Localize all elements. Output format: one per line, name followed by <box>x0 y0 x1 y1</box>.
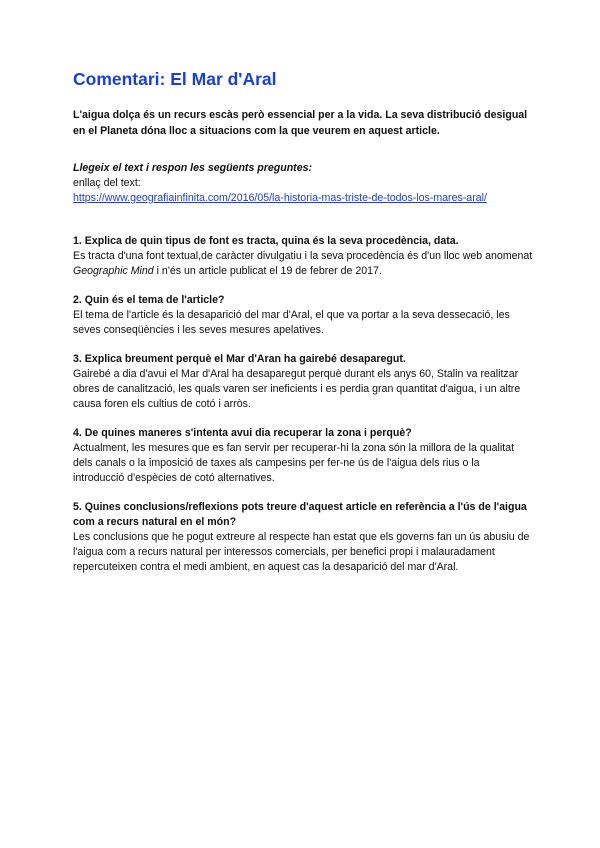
question-1: 1. Explica de quin tipus de font es tracta, quina és la seva procedència, data. <box>73 235 459 247</box>
article-link[interactable]: https://www.geografiainfinita.com/2016/05/la-historia-mas-triste-de-todos-los-mares-aral/ <box>73 192 487 204</box>
answer-5: Les conclusions que he pogut extreure al respecte han estat que els governs fan un ús abusiu de l'aigua com a recurs natural per interessos comercials, per benefici propi i malauradament repercuteixen contra el medi ambient, en aquest cas la desaparició del mar d'Aral. <box>73 531 530 573</box>
document-page <box>73 68 533 589</box>
intro-paragraph: L'aigua dolça és un recurs escàs però essencial per a la vida. La seva distribució desigual en el Planeta dóna lloc a situacions com la que veurem en aquest article. <box>73 109 528 137</box>
question-block-1 <box>73 234 533 279</box>
question-5: 5. Quines conclusions/reflexions pots treure d'aquest article en referència a l'ús de l'aigua com a recurs natural en el món? <box>73 501 527 528</box>
question-block-2 <box>73 293 533 338</box>
instructions-block <box>73 161 533 206</box>
answer-1 <box>73 249 533 279</box>
answer-3: Gairebé a dia d'avui el Mar d'Aral ha desaparegut perquè durant els anys 60, Stalin va realitzar obres de canalització, les quals varen ser ineficients i es perdia gran quantitat d'aigua, i un altre causa foren els cultius de cotó i arròs. <box>73 368 521 410</box>
answer-1-text-end: i n'és un article publicat el 19 de febrer de 2017. <box>153 265 382 277</box>
answer-1-source-name: Geographic Mind <box>73 265 154 277</box>
question-block-3 <box>73 352 533 412</box>
page-title: Comentari: El Mar d'Aral <box>73 69 277 89</box>
question-block-4 <box>73 426 533 486</box>
answer-4: Actualment, les mesures que es fan servir per recuperar-hi la zona són la millora de la qualitat dels canals o la imposició de taxes als campesins per fer-ne ús de l'aigua dels rius o la introducció d'espècies de cotó alternatives. <box>73 442 515 484</box>
question-3: 3. Explica breument perquè el Mar d'Aran ha gairebé desaparegut. <box>73 353 406 365</box>
answer-2: El tema de l'article és la desaparició del mar d'Aral, el que va portar a la seva dessecació, les seves conseqüències i les seves mesures apelatives. <box>73 309 510 336</box>
question-2: 2. Quin és el tema de l'article? <box>73 294 225 306</box>
instructions-heading: Llegeix el text i respon les següents preguntes: <box>73 162 313 174</box>
link-label: enllaç del text: <box>73 177 141 189</box>
question-4: 4. De quines maneres s'intenta avui dia recuperar la zona i perquè? <box>73 427 412 439</box>
answer-1-text: Es tracta d'una font textual,de caràcter divulgatiu i la seva procedència és d'un lloc web anomenat <box>73 250 533 262</box>
question-block-5 <box>73 500 533 575</box>
